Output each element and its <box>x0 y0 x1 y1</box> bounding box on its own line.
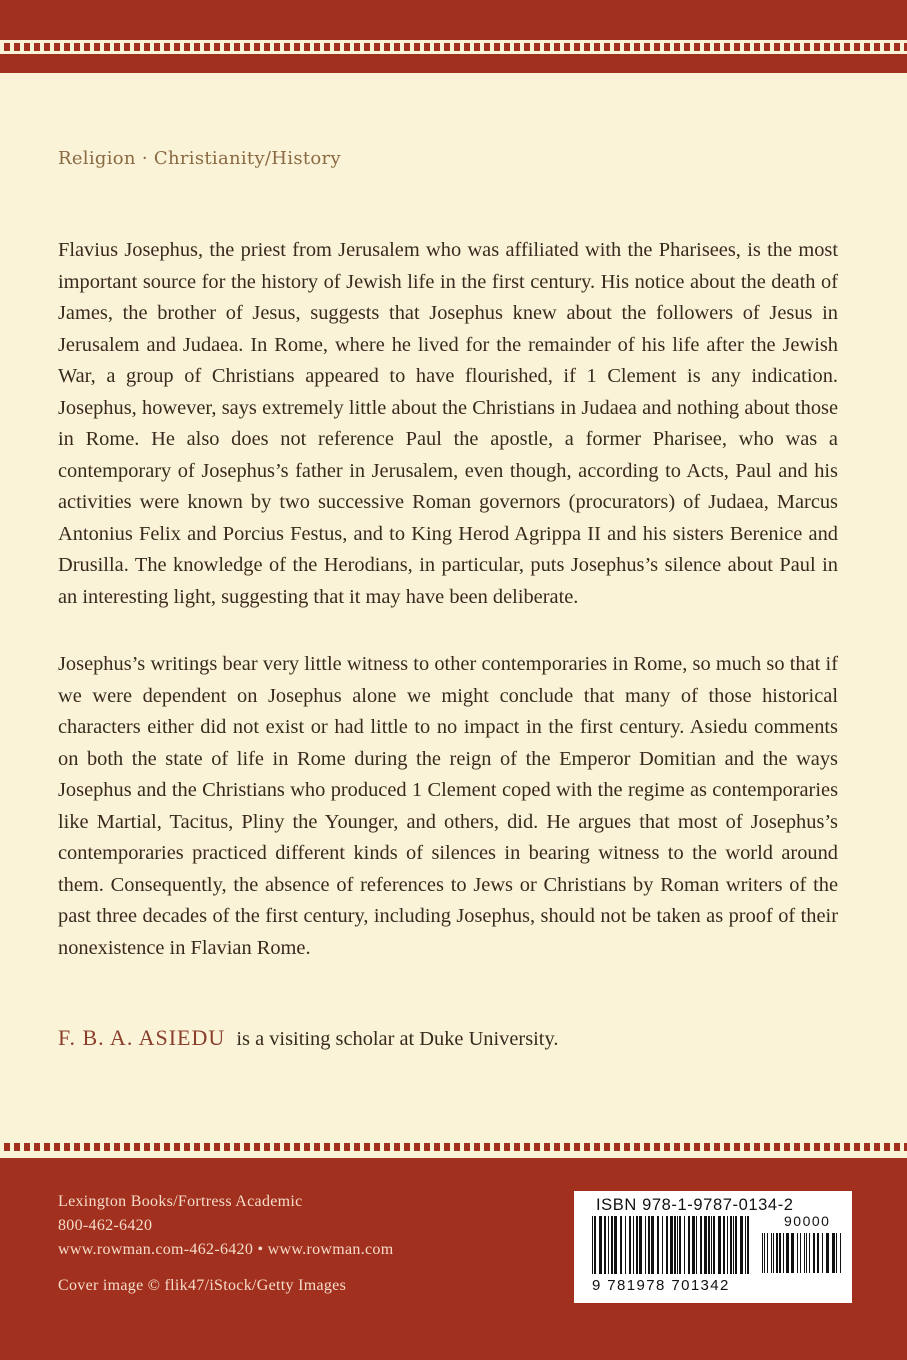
top-decorative-stripe <box>0 40 907 54</box>
barcode-addon-bars <box>760 1233 844 1278</box>
top-band <box>0 0 907 73</box>
description-paragraph: Josephus’s writings bear very little witness to other contemporaries in Rome, so much so that if we were dependent on Josephus alone we might conclude that many of those historical characters either did not exist or had little to no impact in the first century. Asiedu comments on both the state of life in Rome during the reign of the Emperor Domitian and the ways Josephus and the Christians who produced 1 Clement coped with the regime as contemporaries like Martial, Tacitus, Pliny the Younger, and others, did. He argues that most of Josephus’s contemporaries practiced different kinds of silences in bearing witness to the world around them. Consequently, the absence of references to Jews or Christians by Roman writers of the past three decades of the first century, including Josephus, should not be taken as proof of their nonexistence in Flavian Rome. <box>58 653 838 959</box>
isbn-text: ISBN 978-1-9787-0134-2 <box>596 1196 794 1214</box>
publisher-web: www.rowman.com-462-6420 • www.rowman.com <box>58 1241 394 1258</box>
bottom-decorative-stripe <box>0 1140 907 1154</box>
cover-credit: Cover image © flik47/iStock/Getty Images <box>58 1277 347 1294</box>
publisher-phone: 800-462-6420 <box>58 1217 153 1234</box>
barcode-digits: 9 781978 701342 <box>592 1277 730 1294</box>
publisher-name: Lexington Books/Fortress Academic <box>58 1193 303 1210</box>
description-paragraph: Flavius Josephus, the priest from Jerusalem who was affiliated with the Pharisees, is the most important source for the history of Jewish life in the first century. His notice about the death of James, the brother of Jesus, suggests that Josephus knew about the followers of Jesus in Jerusalem and Judaea. In Rome, where he lived for the remainder of his life after the Jewish War, a group of Christians appeared to have flourished, if 1 Clement is any indication. Josephus, however, says extremely little about the Christians in Judaea and nothing about those in Rome. He also does not reference Paul the apostle, a former Pharisee, who was a contemporary of Josephus’s father in Jerusalem, even though, according to Acts, Paul and his activities were known by two successive Roman governors (procurators) of Judaea, Marcus Antonius Felix and Porcius Festus, and to King Herod Agrippa II and his sisters Berenice and Drusilla. The knowledge of the Herodians, in particular, puts Josephus’s silence about Paul in an interesting light, suggesting that it may have been deliberate. <box>58 239 838 608</box>
author-name: F. B. A. ASIEDU <box>58 1025 226 1050</box>
author-bio <box>58 1025 558 1051</box>
barcode-addon-digits: 90000 <box>784 1213 831 1229</box>
barcode-bars <box>590 1216 750 1278</box>
author-bio-text: is a visiting scholar at Duke University. <box>236 1028 559 1050</box>
category-label: Religion · Christianity/History <box>58 148 341 169</box>
